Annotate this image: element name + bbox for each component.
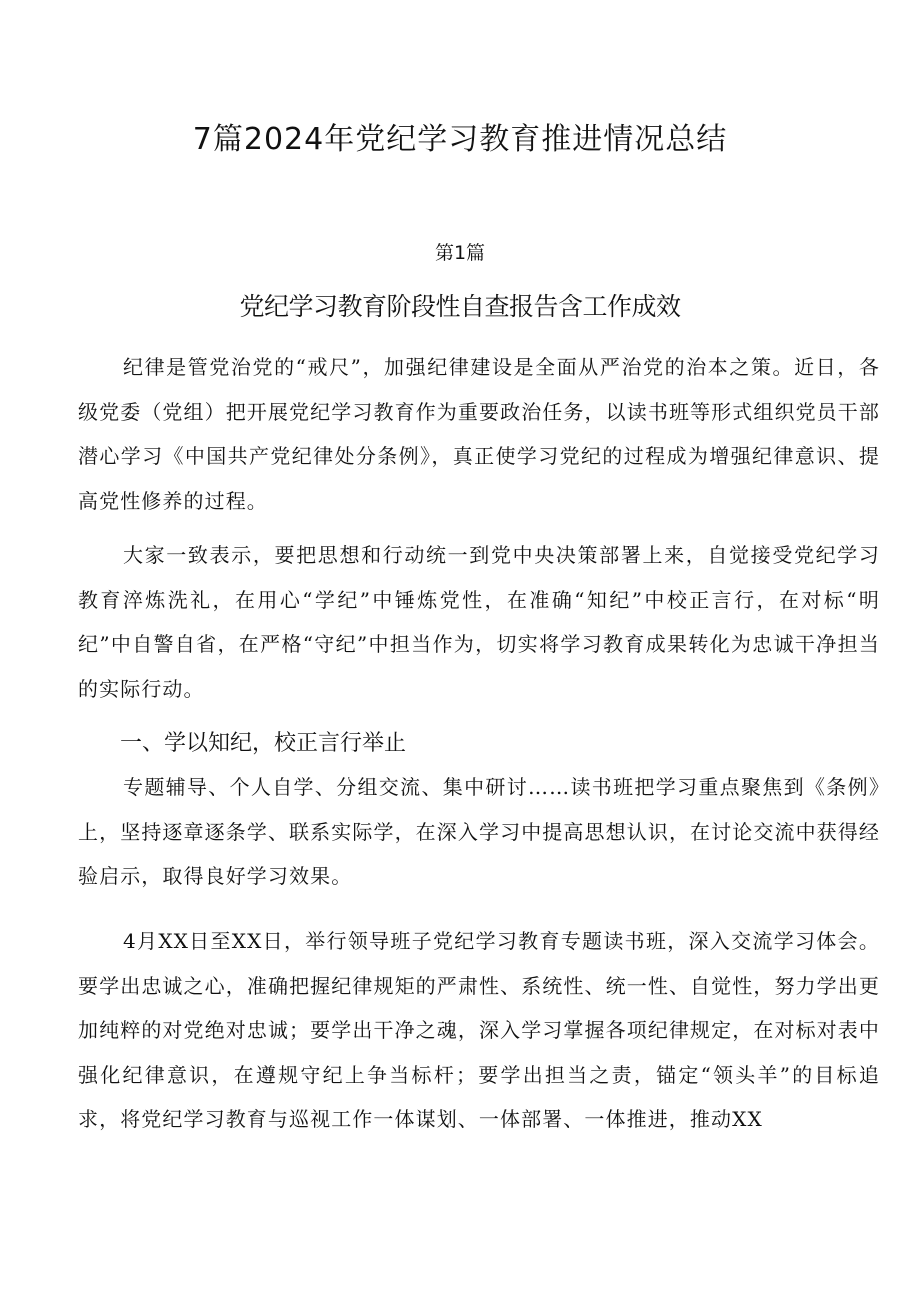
section-heading-1: 一、学以知纪，校正言行举止 <box>120 731 407 756</box>
part-label: 第1篇 <box>434 242 486 264</box>
section-paragraph-1: 专题辅导、个人自学、分组交流、集中研讨……读书班把学习重点聚焦到《条例》上，坚持逐章逐条学、联系实际学，在深入学习中提高思想认识，在讨论交流中获得经验启示，取得良好学习效果。 <box>78 775 880 888</box>
document-title: 7篇2024年党纪学习教育推进情况总结 <box>192 122 728 157</box>
intro-paragraph-2: 大家一致表示，要把思想和行动统一到党中央决策部署上来，自觉接受党纪学习教育淬炼洗礼，在用心“学纪”中锤炼党性，在准确“知纪”中校正言行，在对标“明纪”中自警自省，在严格“守纪”中担当作为，切实将学习教育成果转化为忠诚干净担当的实际行动。 <box>78 543 880 701</box>
intro-paragraph-1: 纪律是管党治党的“戒尺”，加强纪律建设是全面从严治党的治本之策。近日，各级党委（党组）把开展党纪学习教育作为重要政治任务，以读书班等形式组织党员干部潜心学习《中国共产党纪律处分条例》，真正使学习党纪的过程成为增强纪律意识、提高党性修养的过程。 <box>78 355 880 513</box>
part-title: 党纪学习教育阶段性自查报告含工作成效 <box>239 292 681 321</box>
section-paragraph-2: 4月XX日至XX日，举行领导班子党纪学习教育专题读书班，深入交流学习体会。要学出忠诚之心，准确把握纪律规矩的严肃性、系统性、统一性、自觉性，努力学出更加纯粹的对党绝对忠诚；要学出干净之魂，深入学习掌握各项纪律规定，在对标对表中强化纪律意识，在遵规守纪上争当标杆；要学出担当之责，锚定“领头羊”的目标追求，将党纪学习教育与巡视工作一体谋划、一体部署、一体推进，推动XX <box>78 929 880 1131</box>
